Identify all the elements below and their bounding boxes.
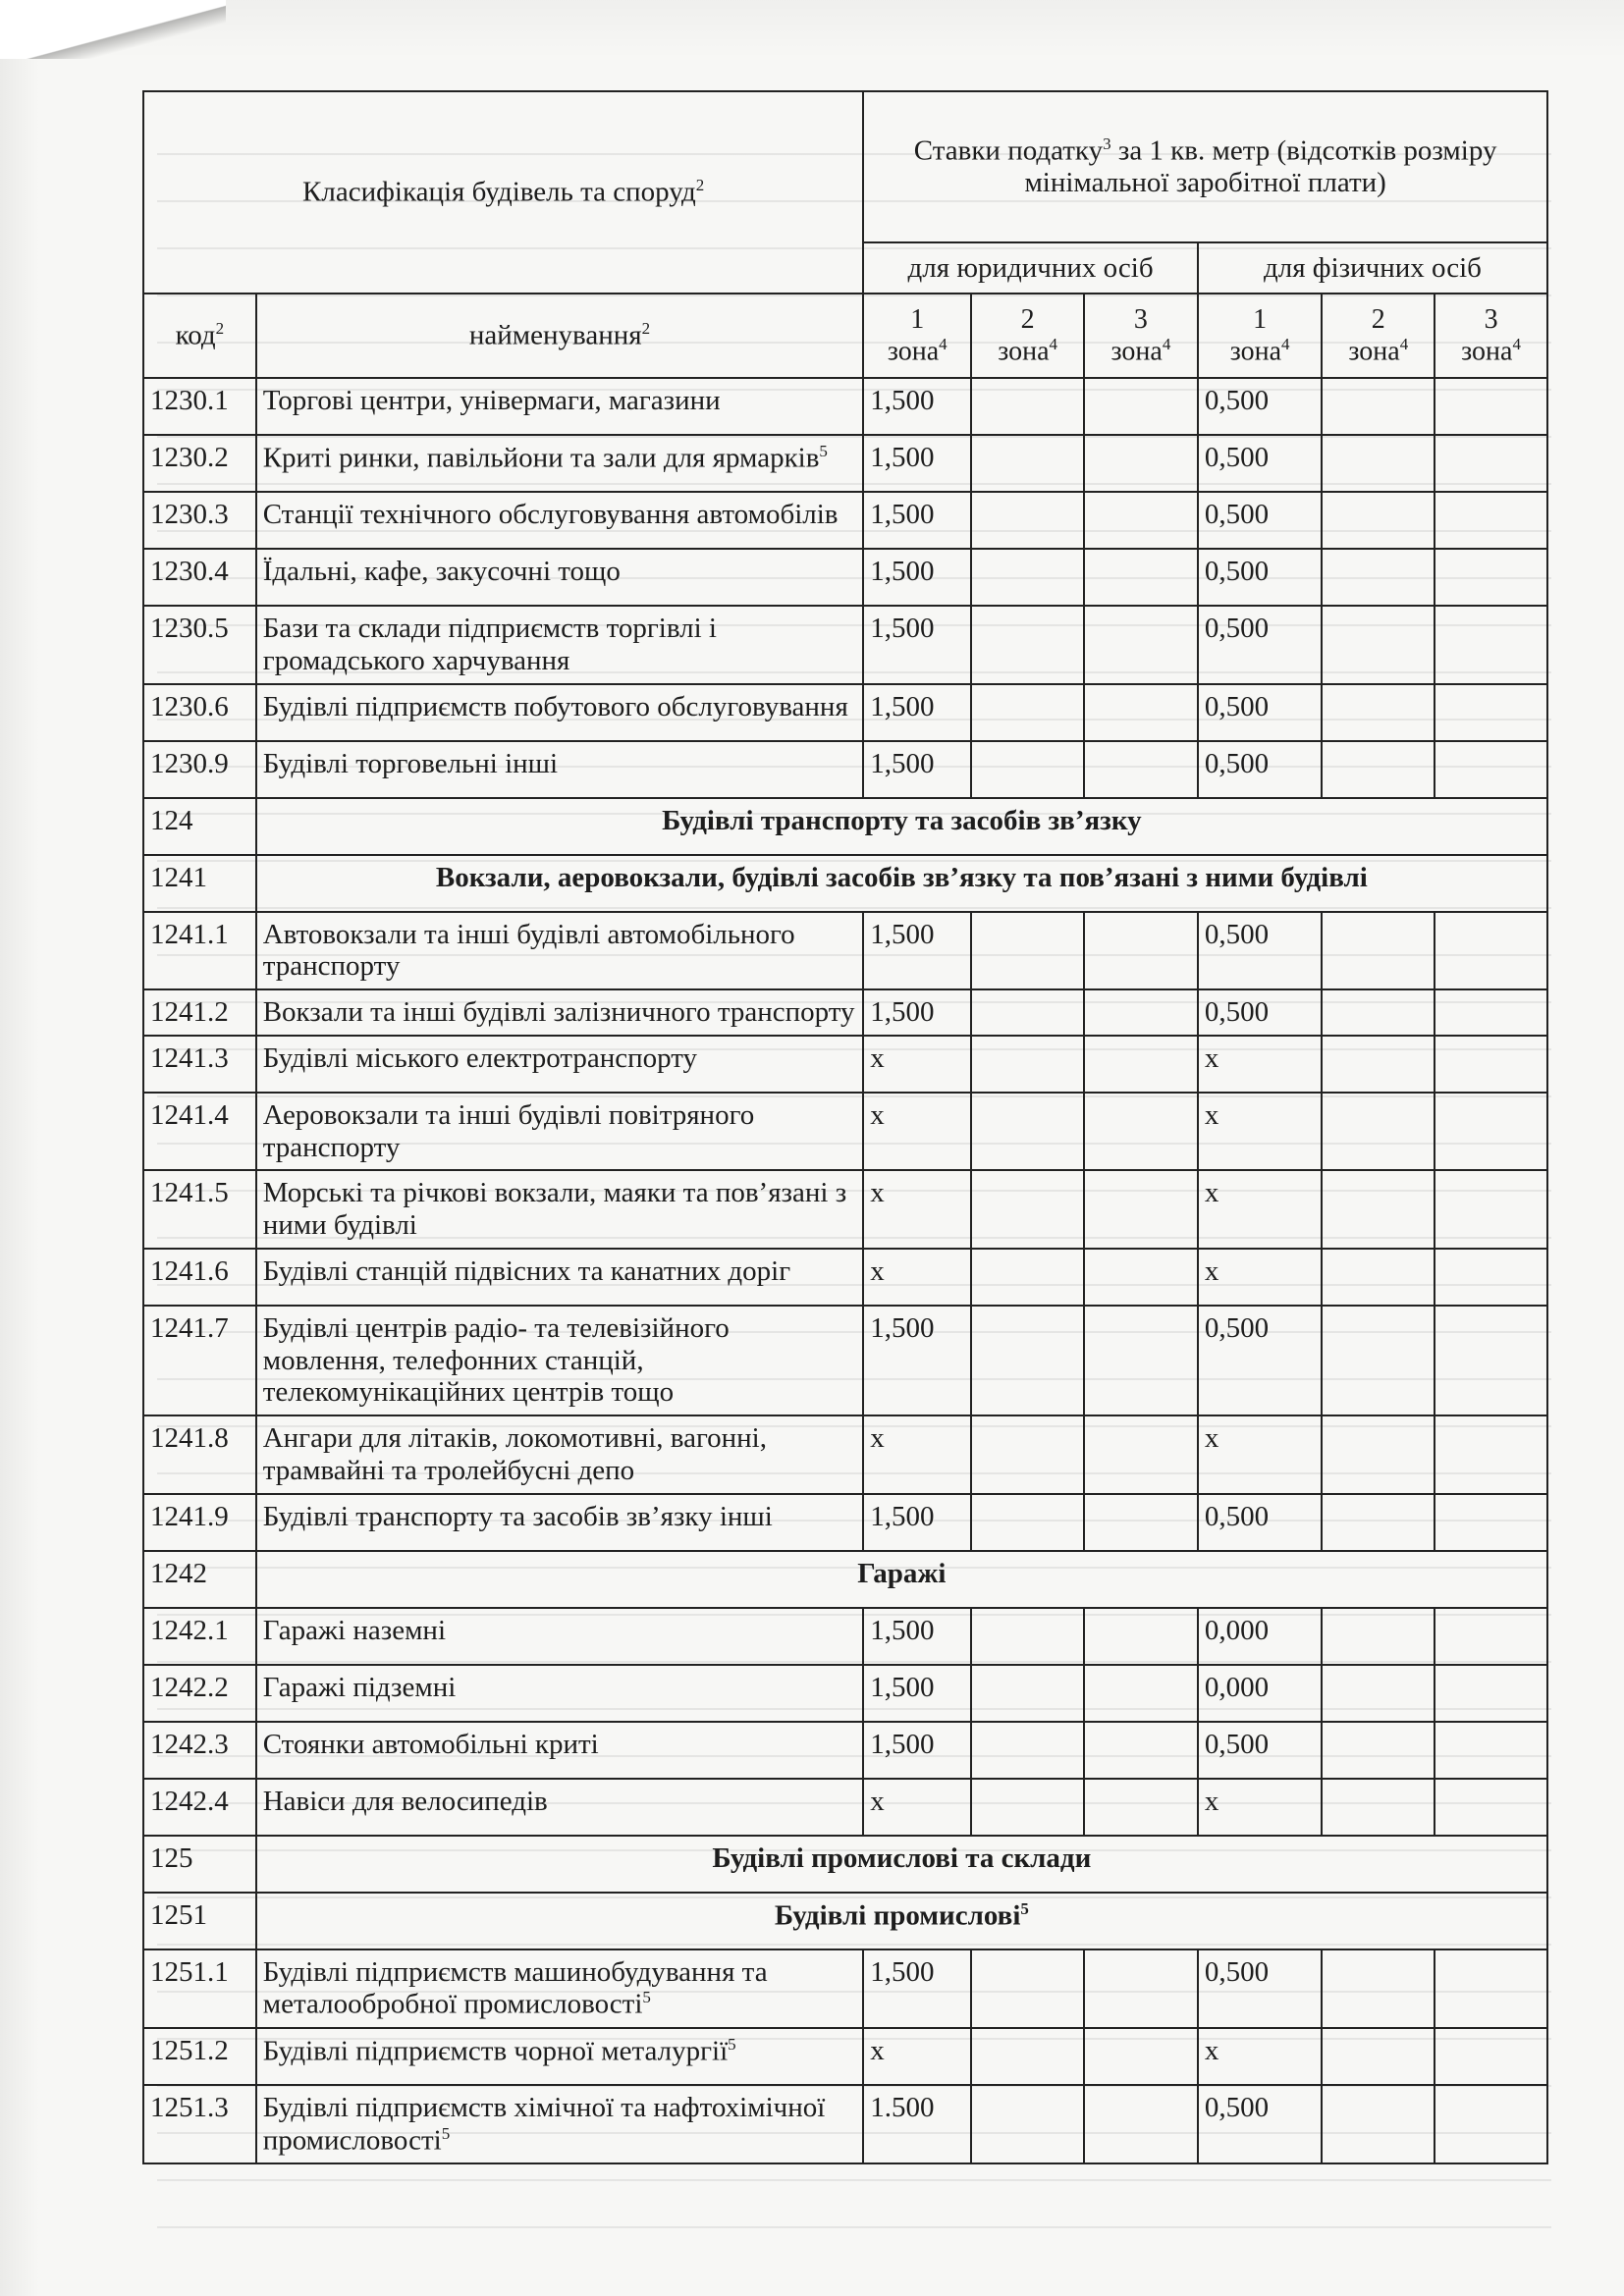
physical-zone2-rate <box>1322 2028 1435 2085</box>
row-name <box>256 1722 864 1779</box>
physical-zone3-rate <box>1435 741 1547 798</box>
physical-zone3-rate <box>1435 606 1547 684</box>
table-row <box>143 1779 1547 1836</box>
physical-zone2-rate <box>1322 1494 1435 1551</box>
physical-zone2-rate <box>1322 741 1435 798</box>
legal-zone2-rate <box>971 1306 1084 1415</box>
section-title-text: Будівлі промислові та склади <box>712 1842 1092 1874</box>
row-name <box>256 741 864 798</box>
physical-zone3-rate <box>1435 435 1547 492</box>
row-code: 1242.2 <box>143 1665 256 1722</box>
row-name-text: Їдальні, кафе, закусочні тощо <box>262 556 621 587</box>
row-name-text: Будівлі торговельні інші <box>262 747 559 779</box>
row-name-text: Станції технічного обслуговування автомобілів <box>262 499 839 530</box>
row-code: 1251.3 <box>143 2085 256 2163</box>
physical-zone1-rate: 0,500 <box>1198 2085 1323 2163</box>
physical-zone2-rate <box>1322 492 1435 549</box>
row-code: 1241.2 <box>143 989 256 1036</box>
physical-zone1-rate: х <box>1198 2028 1323 2085</box>
physical-zone1-rate: 0,500 <box>1198 741 1323 798</box>
row-name <box>256 606 864 684</box>
table-row <box>143 1093 1547 1171</box>
footnote-marker: 5 <box>642 1988 651 2007</box>
physical-zone3-rate <box>1435 912 1547 990</box>
legal-zone2-rate <box>971 989 1084 1036</box>
row-name <box>256 684 864 741</box>
physical-zone3-rate <box>1435 989 1547 1036</box>
zone-header-physical-2: 2 зона$^4$ <box>1322 294 1435 378</box>
legal-zone2-rate <box>971 1093 1084 1171</box>
row-name-text: Будівлі транспорту та засобів зв’язку інші <box>262 1500 773 1532</box>
legal-zone3-rate <box>1084 2085 1198 2163</box>
row-code: 1241.7 <box>143 1306 256 1415</box>
row-name-text: Будівлі центрів радіо- та телевізійного мовлення, телефонних станцій, телекомунікаційних центрів тощо <box>262 1311 730 1409</box>
legal-zone1-rate: 1,500 <box>863 1494 971 1551</box>
legal-zone3-rate <box>1084 378 1198 435</box>
legal-zone2-rate <box>971 1608 1084 1665</box>
row-name-text: Торгові центри, універмаги, магазини <box>262 385 721 416</box>
physical-zone1-rate: 0,000 <box>1198 1665 1323 1722</box>
physical-zone1-rate: х <box>1198 1170 1323 1249</box>
legal-zone1-rate: 1,500 <box>863 549 971 606</box>
table-row <box>143 1665 1547 1722</box>
row-name <box>256 492 864 549</box>
row-name <box>256 1665 864 1722</box>
row-name <box>256 989 864 1036</box>
row-code: 1242.1 <box>143 1608 256 1665</box>
table-row <box>143 1494 1547 1551</box>
legal-zone1-rate: 1,500 <box>863 989 971 1036</box>
physical-zone2-rate <box>1322 1779 1435 1836</box>
physical-zone1-rate: 0,500 <box>1198 378 1323 435</box>
physical-zone2-rate <box>1322 1949 1435 2028</box>
row-name-text: Будівлі станцій підвісних та канатних доріг <box>262 1255 791 1287</box>
physical-zone2-rate <box>1322 435 1435 492</box>
physical-zone2-rate <box>1322 912 1435 990</box>
legal-zone1-rate: 1,500 <box>863 1665 971 1722</box>
table-row <box>143 1170 1547 1249</box>
physical-zone1-rate: х <box>1198 1249 1323 1306</box>
row-name <box>256 2085 864 2163</box>
row-code: 1242 <box>143 1551 256 1608</box>
table-row <box>143 1249 1547 1306</box>
legal-zone3-rate <box>1084 606 1198 684</box>
footnote-marker: 5 <box>819 442 828 460</box>
zone-header-legal-2: 2 зона$^4$ <box>971 294 1084 378</box>
section-title-text: Вокзали, аеровокзали, будівлі засобів зв’язку та пов’язані з ними будівлі <box>435 861 1368 893</box>
physical-zone3-rate <box>1435 2085 1547 2163</box>
physical-zone2-rate <box>1322 1170 1435 1249</box>
row-code: 1241.3 <box>143 1036 256 1093</box>
row-name <box>256 435 864 492</box>
legal-zone1-rate: 1,500 <box>863 741 971 798</box>
physical-zone3-rate <box>1435 1665 1547 1722</box>
footnote-marker: 5 <box>728 2034 736 2054</box>
row-name <box>256 912 864 990</box>
row-name-text: Стоянки автомобільні криті <box>262 1728 599 1760</box>
physical-zone2-rate <box>1322 1249 1435 1306</box>
table-row <box>143 378 1547 435</box>
row-code: 1241.5 <box>143 1170 256 1249</box>
legal-zone2-rate <box>971 1949 1084 2028</box>
row-name-text: Будівлі міського електротранспорту <box>262 1041 698 1074</box>
legal-zone3-rate <box>1084 1722 1198 1779</box>
physical-zone1-rate: 0,500 <box>1198 912 1323 990</box>
row-code: 1251.1 <box>143 1949 256 2028</box>
legal-zone1-rate: 1,500 <box>863 1722 971 1779</box>
zone-header-legal-1: 1 зона$^4$ <box>863 294 971 378</box>
physical-zone3-rate <box>1435 1722 1547 1779</box>
physical-zone2-rate <box>1322 378 1435 435</box>
footnote-marker: 5 <box>441 2123 451 2143</box>
legal-zone2-rate <box>971 741 1084 798</box>
legal-zone2-rate <box>971 1779 1084 1836</box>
legal-zone1-rate: х <box>863 1779 971 1836</box>
legal-zone2-rate <box>971 1170 1084 1249</box>
physical-zone1-rate: х <box>1198 1093 1323 1171</box>
row-name-text: Аеровокзали та інші будівлі повітряного транспорту <box>262 1098 755 1163</box>
physical-zone3-rate <box>1435 1249 1547 1306</box>
row-name-text: Бази та склади підприємств торгівлі і громадського харчування <box>262 613 717 676</box>
row-name-text: Будівлі підприємств побутового обслуговування <box>262 690 848 722</box>
classification-header: Класифікація будівель та споруд$^2$ <box>143 91 863 294</box>
section-row <box>143 1551 1547 1608</box>
physical-zone3-rate <box>1435 1779 1547 1836</box>
row-code: 124 <box>143 798 256 855</box>
row-name <box>256 1494 864 1551</box>
legal-zone1-rate: х <box>863 1249 971 1306</box>
row-code: 1230.6 <box>143 684 256 741</box>
section-row <box>143 1836 1547 1893</box>
physical-zone1-rate: х <box>1198 1415 1323 1494</box>
physical-zone1-rate: х <box>1198 1036 1323 1093</box>
legal-zone3-rate <box>1084 1949 1198 2028</box>
legal-zone1-rate: 1,500 <box>863 1608 971 1665</box>
legal-zone3-rate <box>1084 1665 1198 1722</box>
row-code: 1242.3 <box>143 1722 256 1779</box>
physical-zone2-rate <box>1322 1306 1435 1415</box>
section-title <box>256 1893 1547 1949</box>
header-row-1 <box>143 91 1547 242</box>
legal-zone3-rate <box>1084 1608 1198 1665</box>
row-name <box>256 1608 864 1665</box>
legal-zone1-rate: 1,500 <box>863 684 971 741</box>
row-code: 1242.4 <box>143 1779 256 1836</box>
rates-header: Ставки податку$^3$ за 1 кв. метр (відсотків розміру мінімальної заробітної плати) <box>863 91 1547 242</box>
row-code: 1230.9 <box>143 741 256 798</box>
section-row <box>143 798 1547 855</box>
table-row <box>143 1608 1547 1665</box>
row-name-text: Будівлі підприємств машинобудування та металообробної промисловості <box>262 1955 768 2021</box>
table-row <box>143 2028 1547 2085</box>
legal-zone2-rate <box>971 549 1084 606</box>
row-code: 1241.1 <box>143 912 256 990</box>
legal-zone1-rate: 1,500 <box>863 492 971 549</box>
row-code: 1241.4 <box>143 1093 256 1171</box>
row-name-text: Гаражі наземні <box>262 1614 446 1646</box>
section-row <box>143 855 1547 912</box>
physical-zone3-rate <box>1435 1093 1547 1171</box>
row-name <box>256 549 864 606</box>
physical-zone3-rate <box>1435 1036 1547 1093</box>
legal-zone1-rate: х <box>863 1170 971 1249</box>
row-name-text: Вокзали та інші будівлі залізничного транспорту <box>262 996 855 1029</box>
legal-zone3-rate <box>1084 435 1198 492</box>
table-row <box>143 989 1547 1036</box>
legal-zone3-rate <box>1084 1494 1198 1551</box>
row-name <box>256 1949 864 2028</box>
section-row <box>143 1893 1547 1949</box>
row-code: 1251.2 <box>143 2028 256 2085</box>
table-row <box>143 1949 1547 2028</box>
physical-zone3-rate <box>1435 378 1547 435</box>
physical-zone1-rate: 0,500 <box>1198 684 1323 741</box>
zone-header-legal-3: 3 зона$^4$ <box>1084 294 1198 378</box>
legal-zone1-rate: х <box>863 2028 971 2085</box>
legal-zone3-rate <box>1084 492 1198 549</box>
row-name-text: Автовокзали та інші будівлі автомобільного транспорту <box>262 918 795 983</box>
zone-header-physical-3: 3 зона$^4$ <box>1435 294 1547 378</box>
row-code: 1230.4 <box>143 549 256 606</box>
legal-zone3-rate <box>1084 989 1198 1036</box>
legal-zone3-rate <box>1084 549 1198 606</box>
physical-zone1-rate: 0,500 <box>1198 549 1323 606</box>
row-name <box>256 1306 864 1415</box>
physical-zone3-rate <box>1435 684 1547 741</box>
physical-zone1-rate: 0,000 <box>1198 1608 1323 1665</box>
section-title-text: Гаражі <box>857 1557 947 1589</box>
physical-zone1-rate: 0,500 <box>1198 1494 1323 1551</box>
zone-header-physical-1: 1 зона$^4$ <box>1198 294 1323 378</box>
physical-zone3-rate <box>1435 1949 1547 2028</box>
table-row <box>143 549 1547 606</box>
table-row <box>143 492 1547 549</box>
physical-zone2-rate <box>1322 549 1435 606</box>
legal-zone2-rate <box>971 378 1084 435</box>
legal-zone1-rate: х <box>863 1036 971 1093</box>
table-row <box>143 912 1547 990</box>
row-name <box>256 1779 864 1836</box>
legal-zone3-rate <box>1084 1093 1198 1171</box>
physical-zone1-rate: 0,500 <box>1198 435 1323 492</box>
row-name <box>256 1170 864 1249</box>
legal-zone3-rate <box>1084 1779 1198 1836</box>
physical-zone2-rate <box>1322 1093 1435 1171</box>
physical-zone1-rate: х <box>1198 1779 1323 1836</box>
row-name <box>256 1093 864 1171</box>
table-body <box>143 91 1547 2163</box>
table-row <box>143 606 1547 684</box>
legal-zone1-rate: х <box>863 1093 971 1171</box>
code-header: код$^2$ <box>143 294 256 378</box>
legal-zone1-rate: 1,500 <box>863 1306 971 1415</box>
row-name-text: Криті ринки, павільйони та зали для ярмарків <box>262 442 820 474</box>
section-title-text: Будівлі транспорту та засобів зв’язку <box>662 804 1142 836</box>
legal-zone2-rate <box>971 1494 1084 1551</box>
legal-zone3-rate <box>1084 1306 1198 1415</box>
legal-zone1-rate: х <box>863 1415 971 1494</box>
legal-zone3-rate <box>1084 1415 1198 1494</box>
row-name <box>256 1249 864 1306</box>
row-name-text: Навіси для велосипедів <box>262 1785 548 1817</box>
row-name-text: Морські та річкові вокзали, маяки та пов’язані з ними будівлі <box>262 1177 847 1242</box>
row-code: 1230.5 <box>143 606 256 684</box>
legal-zone1-rate: 1,500 <box>863 378 971 435</box>
table-row <box>143 1722 1547 1779</box>
legal-zone3-rate <box>1084 1170 1198 1249</box>
legal-zone3-rate <box>1084 1036 1198 1093</box>
legal-zone2-rate <box>971 606 1084 684</box>
section-title-text: Будівлі промислові <box>774 1899 1021 1932</box>
row-code: 1230.2 <box>143 435 256 492</box>
table-row <box>143 435 1547 492</box>
physical-zone1-rate: 0,500 <box>1198 989 1323 1036</box>
physical-zone1-rate: 0,500 <box>1198 1949 1323 2028</box>
row-name-text: Будівлі підприємств хімічної та нафтохімічної промисловості <box>262 2091 826 2157</box>
physical-zone1-rate: 0,500 <box>1198 1722 1323 1779</box>
physical-zone3-rate <box>1435 2028 1547 2085</box>
physical-zone1-rate: 0,500 <box>1198 1306 1323 1415</box>
legal-zone1-rate: 1,500 <box>863 912 971 990</box>
row-code: 1241.9 <box>143 1494 256 1551</box>
row-code: 1230.3 <box>143 492 256 549</box>
legal-zone2-rate <box>971 1665 1084 1722</box>
legal-zone2-rate <box>971 2028 1084 2085</box>
physical-zone1-rate: 0,500 <box>1198 606 1323 684</box>
table-row <box>143 684 1547 741</box>
row-code: 1251 <box>143 1893 256 1949</box>
physical-zone3-rate <box>1435 1306 1547 1415</box>
table-row <box>143 2085 1547 2163</box>
physical-persons-header: для фізичних осіб <box>1198 242 1547 294</box>
name-header: найменування$^2$ <box>256 294 864 378</box>
row-name <box>256 2028 864 2085</box>
row-code: 1230.1 <box>143 378 256 435</box>
legal-zone2-rate <box>971 1249 1084 1306</box>
row-name-text: Гаражі підземні <box>262 1671 457 1703</box>
legal-zone3-rate <box>1084 684 1198 741</box>
legal-zone2-rate <box>971 2085 1084 2163</box>
physical-zone3-rate <box>1435 1494 1547 1551</box>
row-name <box>256 1036 864 1093</box>
table-row <box>143 1306 1547 1415</box>
legal-persons-header: для юридичних осіб <box>863 242 1198 294</box>
legal-zone3-rate <box>1084 912 1198 990</box>
physical-zone2-rate <box>1322 1415 1435 1494</box>
physical-zone2-rate <box>1322 2085 1435 2163</box>
legal-zone2-rate <box>971 684 1084 741</box>
legal-zone2-rate <box>971 435 1084 492</box>
physical-zone1-rate: 0,500 <box>1198 492 1323 549</box>
physical-zone2-rate <box>1322 989 1435 1036</box>
legal-zone1-rate: 1,500 <box>863 606 971 684</box>
row-code: 1241.6 <box>143 1249 256 1306</box>
tax-rates-table <box>142 90 1548 2164</box>
row-name-text: Ангари для літаків, локомотивні, вагонні, трамвайні та тролейбусні депо <box>262 1422 767 1486</box>
section-title <box>256 1551 1547 1608</box>
table-row <box>143 741 1547 798</box>
legal-zone2-rate <box>971 492 1084 549</box>
physical-zone3-rate <box>1435 1415 1547 1494</box>
physical-zone3-rate <box>1435 492 1547 549</box>
page-corner-fold <box>0 0 226 59</box>
row-name-text: Будівлі підприємств чорної металургії <box>262 2035 729 2067</box>
legal-zone3-rate <box>1084 741 1198 798</box>
legal-zone2-rate <box>971 912 1084 990</box>
legal-zone2-rate <box>971 1036 1084 1093</box>
row-code: 125 <box>143 1836 256 1893</box>
header-row-3 <box>143 294 1547 378</box>
legal-zone2-rate <box>971 1415 1084 1494</box>
section-title <box>256 855 1547 912</box>
legal-zone2-rate <box>971 1722 1084 1779</box>
row-code: 1241.8 <box>143 1415 256 1494</box>
row-name <box>256 378 864 435</box>
row-name <box>256 1415 864 1494</box>
row-code: 1241 <box>143 855 256 912</box>
physical-zone2-rate <box>1322 1665 1435 1722</box>
legal-zone1-rate: 1,500 <box>863 1949 971 2028</box>
table-row <box>143 1036 1547 1093</box>
legal-zone3-rate <box>1084 1249 1198 1306</box>
physical-zone3-rate <box>1435 1608 1547 1665</box>
physical-zone2-rate <box>1322 606 1435 684</box>
physical-zone2-rate <box>1322 684 1435 741</box>
physical-zone2-rate <box>1322 1722 1435 1779</box>
section-title <box>256 1836 1547 1893</box>
legal-zone1-rate: 1,500 <box>863 435 971 492</box>
section-title <box>256 798 1547 855</box>
physical-zone3-rate <box>1435 1170 1547 1249</box>
legal-zone1-rate: 1.500 <box>863 2085 971 2163</box>
table-row <box>143 1415 1547 1494</box>
physical-zone2-rate <box>1322 1608 1435 1665</box>
footnote-marker: 5 <box>1020 1898 1029 1918</box>
physical-zone3-rate <box>1435 549 1547 606</box>
physical-zone2-rate <box>1322 1036 1435 1093</box>
legal-zone3-rate <box>1084 2028 1198 2085</box>
